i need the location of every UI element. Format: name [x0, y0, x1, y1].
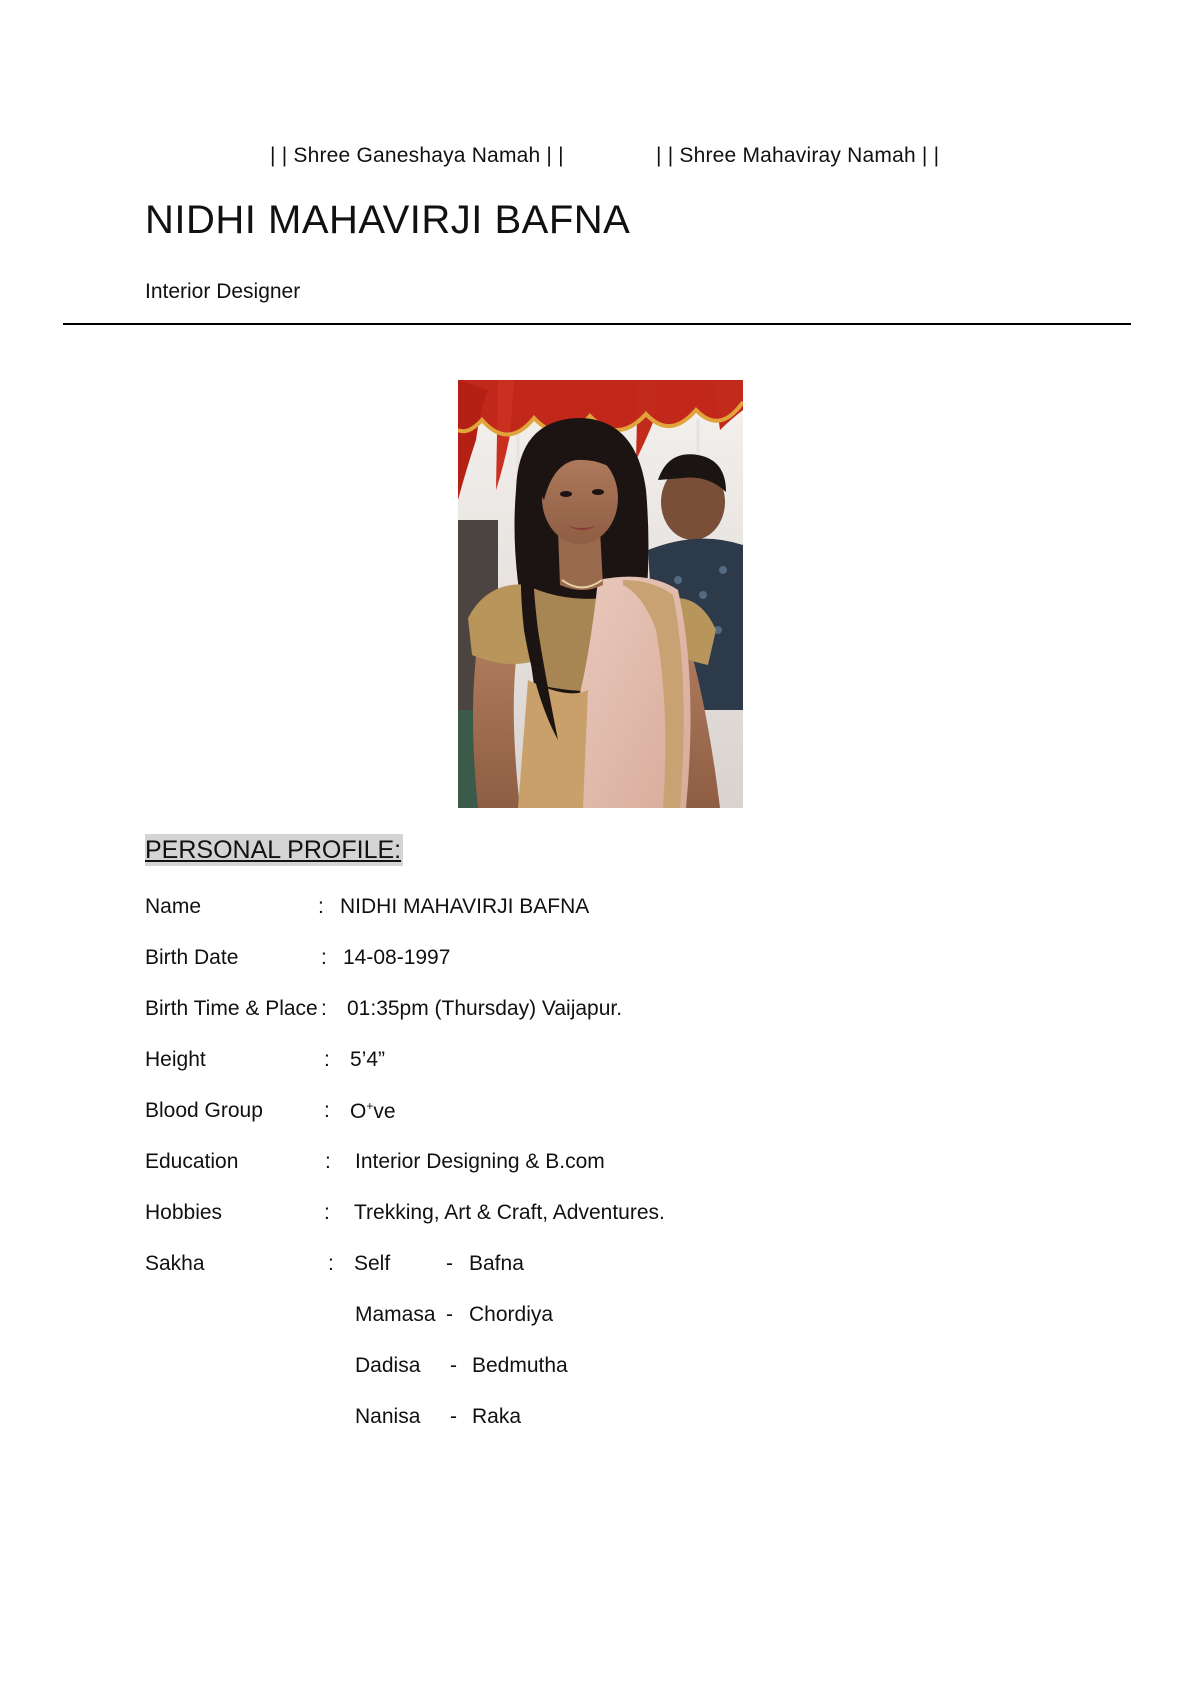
sakha-surname: Chordiya: [469, 1303, 554, 1326]
personal-profile-heading: PERSONAL PROFILE:: [145, 836, 402, 864]
sakha-dash: -: [446, 1252, 453, 1275]
row-separator: :: [321, 997, 327, 1020]
blood-group-suffix: ve: [373, 1100, 396, 1123]
row-label: Blood Group: [145, 1099, 263, 1122]
candidate-name-heading: NIDHI MAHAVIRJI BAFNA: [145, 198, 631, 242]
sakha-surname: Bafna: [469, 1252, 524, 1275]
sakha-surname: Bedmutha: [472, 1354, 568, 1377]
sakha-surname: Raka: [472, 1405, 522, 1428]
row-label: Education: [145, 1150, 239, 1173]
row-separator: :: [324, 1201, 330, 1224]
sakha-dash: -: [450, 1405, 457, 1428]
row-separator: :: [324, 1048, 330, 1071]
row-value: Interior Designing & B.com: [355, 1150, 605, 1173]
blood-group-letter: O: [350, 1100, 367, 1123]
row-value: 01:35pm (Thursday) Vaijapur.: [347, 997, 623, 1020]
sakha-relation: Dadisa: [355, 1354, 421, 1377]
row-label: Birth Date: [145, 946, 239, 969]
invocation-right: | | Shree Mahaviray Namah | |: [656, 144, 940, 167]
row-separator: :: [324, 1099, 330, 1122]
row-label: Hobbies: [145, 1201, 223, 1224]
blood-group-sign: +: [366, 1099, 374, 1113]
sakha-relation: Mamasa: [355, 1303, 436, 1326]
row-separator: :: [318, 895, 324, 918]
sakha-label: Sakha: [145, 1252, 205, 1275]
row-value: NIDHI MAHAVIRJI BAFNA: [340, 895, 590, 918]
sakha-dash: -: [450, 1354, 457, 1377]
invocation-left: | | Shree Ganeshaya Namah | |: [270, 144, 564, 167]
row-label: Height: [145, 1048, 206, 1071]
sakha-relation: Nanisa: [355, 1405, 421, 1428]
row-value: Trekking, Art & Craft, Adventures.: [354, 1201, 665, 1224]
row-separator: :: [328, 1252, 334, 1275]
profession-subtitle: Interior Designer: [145, 280, 301, 303]
header-divider: [63, 323, 1131, 325]
row-value: 5’4”: [350, 1048, 386, 1071]
row-label: Name: [145, 895, 202, 918]
portrait-photo: [458, 380, 743, 808]
sakha-relation: Self: [354, 1252, 391, 1275]
row-separator: :: [321, 946, 327, 969]
sakha-dash: -: [446, 1303, 453, 1326]
row-label: Birth Time & Place: [145, 997, 318, 1020]
row-value: 14-08-1997: [343, 946, 451, 969]
row-value: [350, 1099, 396, 1124]
row-separator: :: [325, 1150, 331, 1173]
